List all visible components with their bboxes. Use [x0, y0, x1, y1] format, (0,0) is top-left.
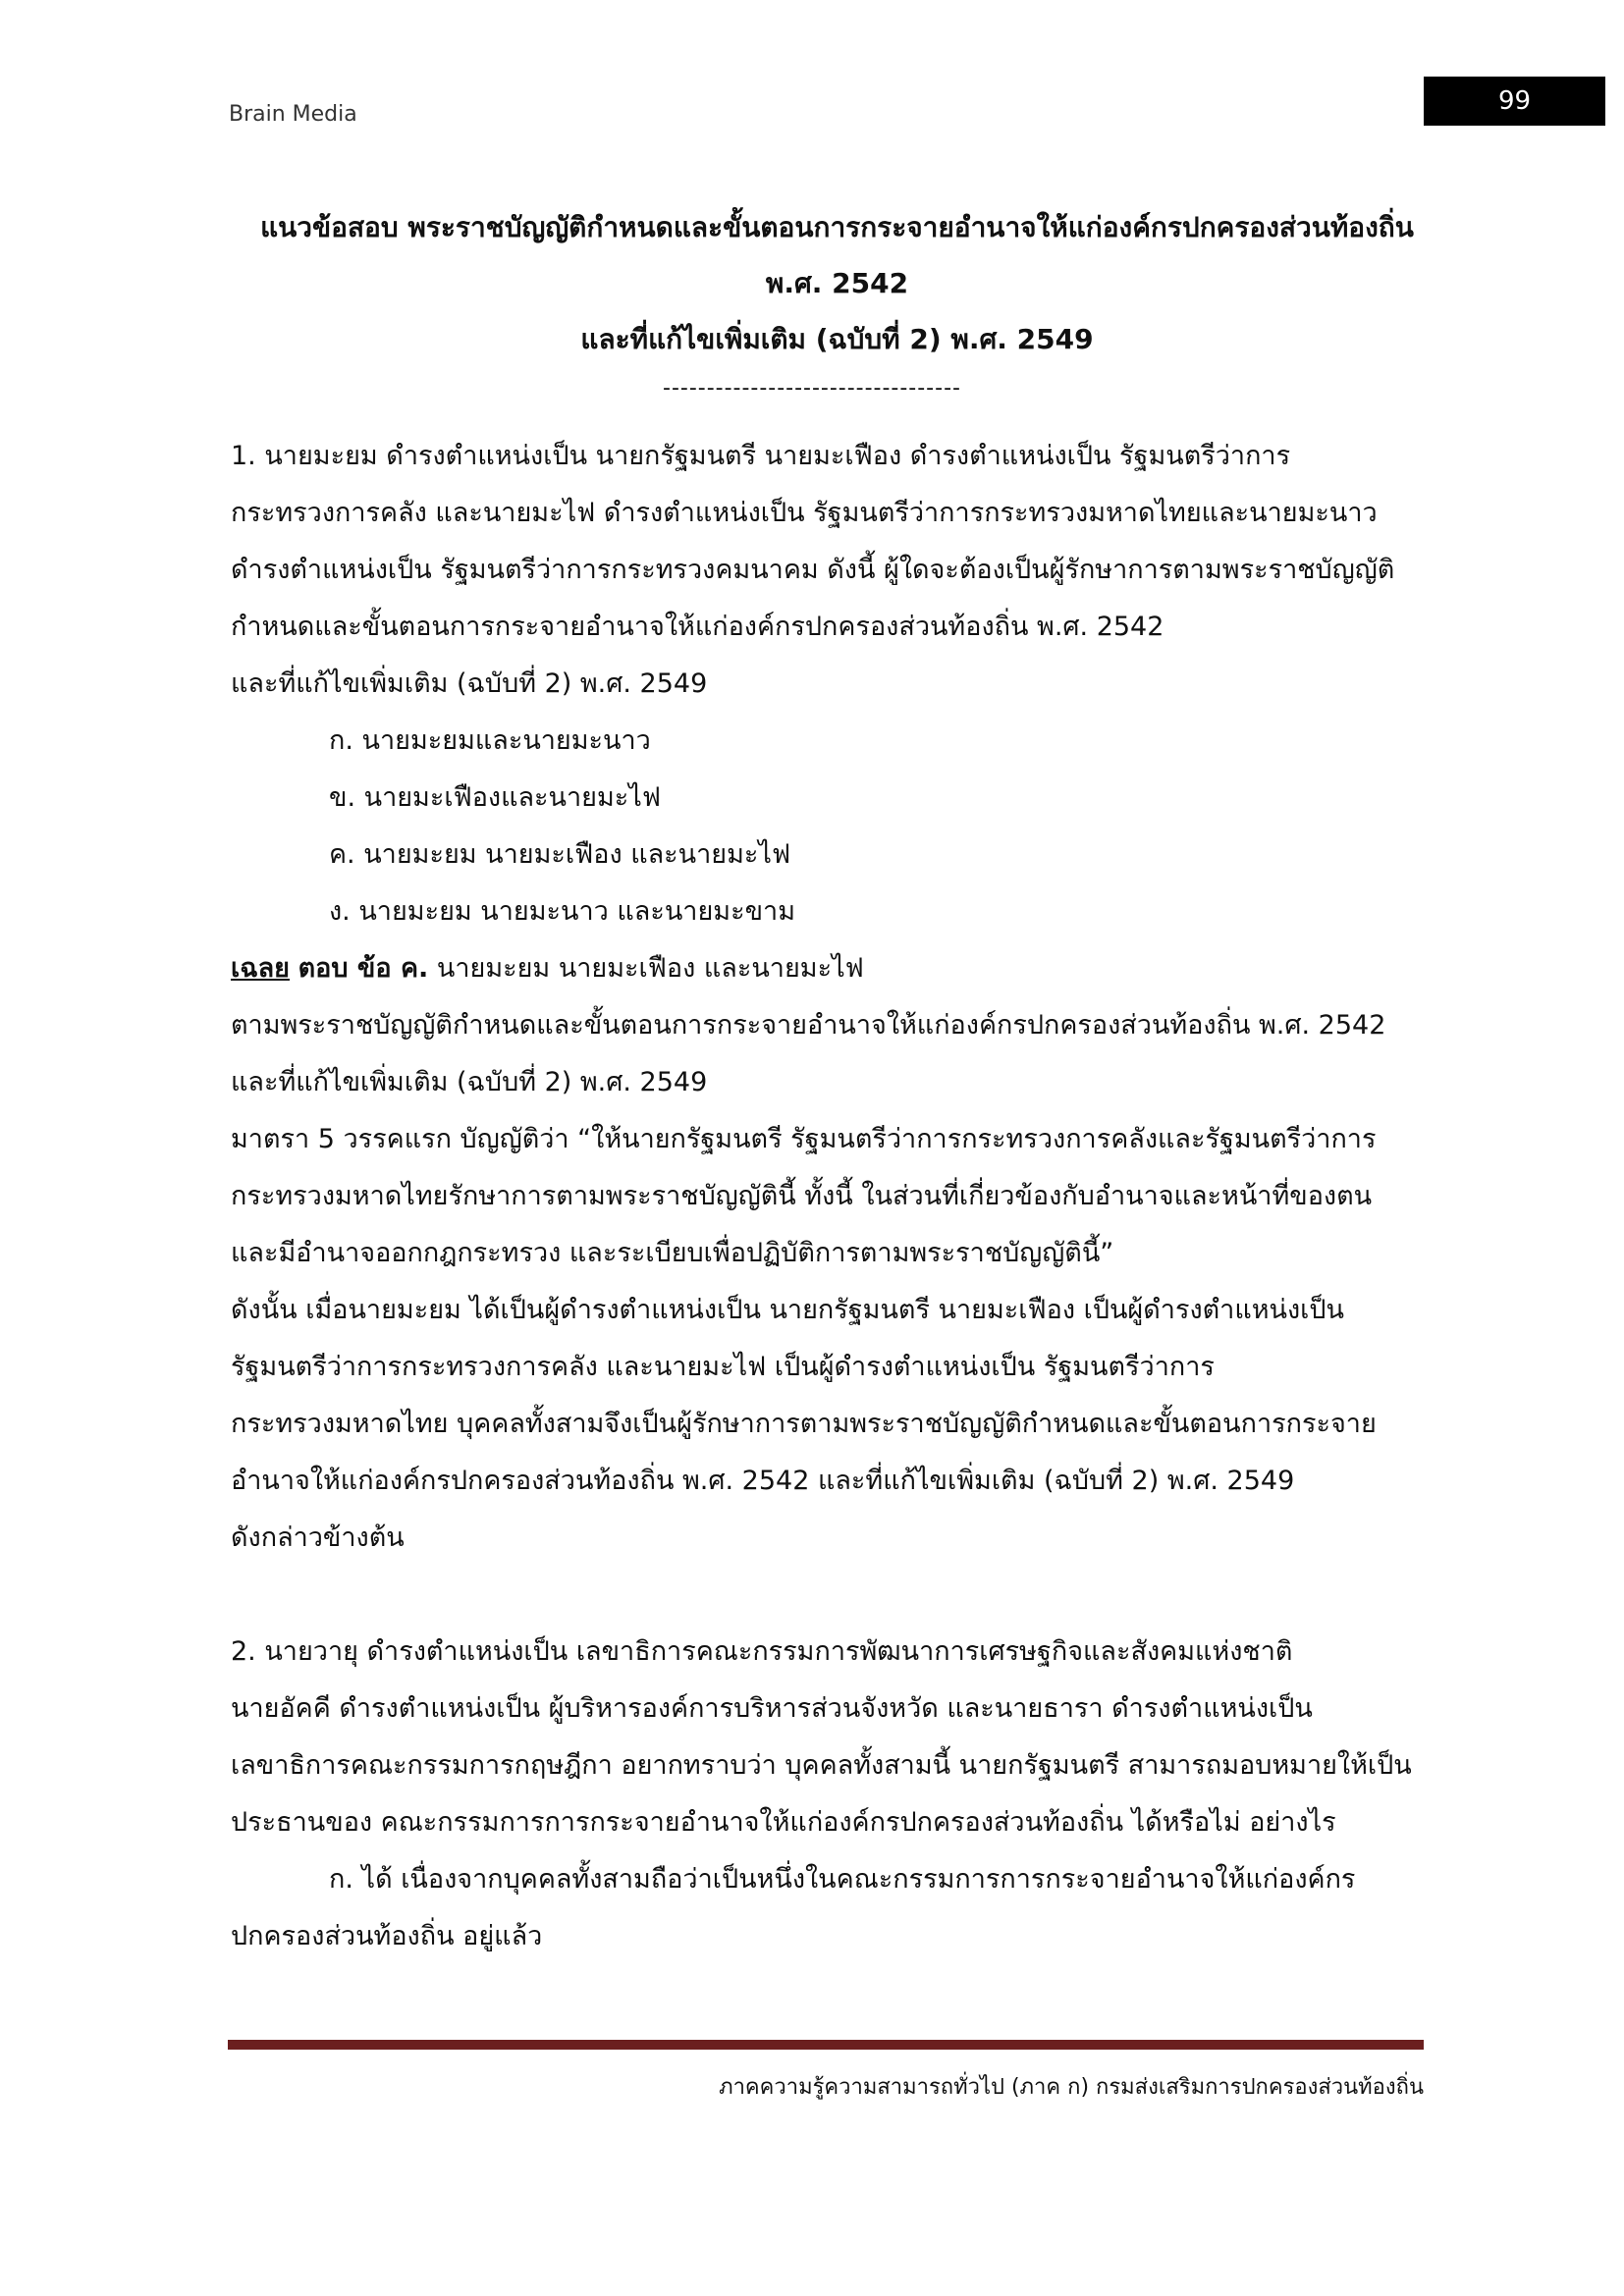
- page-number: 99: [1424, 77, 1605, 126]
- q1-explanation-line: และที่แก้ไขเพิ่มเติม (ฉบับที่ 2) พ.ศ. 2549: [231, 1067, 708, 1097]
- q2-line: 2. นายวายุ ดำรงตำแหน่งเป็น เลขาธิการคณะกรรมการพัฒนาการเศรษฐกิจและสังคมแห่งชาติ: [231, 1636, 1293, 1667]
- q2-line: ประธานของ คณะกรรมการการกระจายอำนาจให้แก่องค์กรปกครองส่วนท้องถิ่น ได้หรือไม่ อย่างไร: [231, 1807, 1336, 1838]
- q1-line: 1. นายมะยม ดำรงตำแหน่งเป็น นายกรัฐมนตรี นายมะเฟือง ดำรงตำแหน่งเป็น รัฐมนตรีว่าการ: [231, 441, 1291, 471]
- q1-explanation-line: ดังนั้น เมื่อนายมะยม ได้เป็นผู้ดำรงตำแหน่งเป็น นายกรัฐมนตรี นายมะเฟือง เป็นผู้ดำรงตำแหน่งเป็น: [231, 1295, 1344, 1325]
- answer-label: เฉลย: [231, 953, 290, 984]
- title-line-2: พ.ศ. 2542: [765, 267, 909, 299]
- q1-explanation-line: ตามพระราชบัญญัติกำหนดและขั้นตอนการกระจายอำนาจให้แก่องค์กรปกครองส่วนท้องถิ่น พ.ศ. 2542: [231, 1010, 1386, 1041]
- q1-option-d: ง. นายมะยม นายมะนาว และนายมะขาม: [329, 896, 795, 927]
- title-line-3: และที่แก้ไขเพิ่มเติม (ฉบับที่ 2) พ.ศ. 2549: [580, 323, 1094, 355]
- q1-answer: [231, 946, 864, 988]
- q1-explanation-line: รัฐมนตรีว่าการกระทรวงการคลัง และนายมะไฟ เป็นผู้ดำรงตำแหน่งเป็น รัฐมนตรีว่าการ: [231, 1352, 1215, 1382]
- q1-explanation-line: กระทรวงมหาดไทย บุคคลทั้งสามจึงเป็นผู้รักษาการตามพระราชบัญญัติกำหนดและขั้นตอนการกระจาย: [231, 1409, 1377, 1439]
- q2-line: เลขาธิการคณะกรรมการกฤษฎีกา อยากทราบว่า บุคคลทั้งสามนี้ นายกรัฐมนตรี สามารถมอบหมายให้เป็น: [231, 1750, 1412, 1781]
- answer-choice: ตอบ ข้อ ค.: [298, 953, 429, 984]
- q1-explanation-line: อำนาจให้แก่องค์กรปกครองส่วนท้องถิ่น พ.ศ. 2542 และที่แก้ไขเพิ่มเติม (ฉบับที่ 2) พ.ศ. 2549: [231, 1466, 1295, 1496]
- title-line-1: แนวข้อสอบ พระราชบัญญัติกำหนดและขั้นตอนการกระจายอำนาจให้แก่องค์กรปกครองส่วนท้องถิ่น: [260, 211, 1414, 243]
- q1-option-c: ค. นายมะยม นายมะเฟือง และนายมะไฟ: [329, 839, 791, 870]
- q1-explanation-line: กระทรวงมหาดไทยรักษาการตามพระราชบัญญัตินี้ ทั้งนี้ ในส่วนที่เกี่ยวข้องกับอำนาจและหน้าที่ของตน: [231, 1181, 1373, 1211]
- q1-explanation-line: และมีอำนาจออกกฎกระทรวง และระเบียบเพื่อปฏิบัติการตามพระราชบัญญัตินี้”: [231, 1238, 1114, 1268]
- q1-line: กระทรวงการคลัง และนายมะไฟ ดำรงตำแหน่งเป็น รัฐมนตรีว่าการกระทรวงมหาดไทยและนายมะนาว: [231, 498, 1378, 528]
- q1-explanation-line: มาตรา 5 วรรคแรก บัญญัติว่า “ให้นายกรัฐมนตรี รัฐมนตรีว่าการกระทรวงการคลังและรัฐมนตรีว่าการ: [231, 1124, 1377, 1154]
- q1-explanation-line: ดังกล่าวข้างต้น: [231, 1522, 405, 1553]
- q2-line: นายอัคคี ดำรงตำแหน่งเป็น ผู้บริหารองค์การบริหารส่วนจังหวัด และนายธารา ดำรงตำแหน่งเป็น: [231, 1693, 1313, 1724]
- q1-line: กำหนดและขั้นตอนการกระจายอำนาจให้แก่องค์กรปกครองส่วนท้องถิ่น พ.ศ. 2542: [231, 612, 1164, 642]
- q1-line: และที่แก้ไขเพิ่มเติม (ฉบับที่ 2) พ.ศ. 2549: [231, 668, 708, 699]
- answer-text: นายมะยม นายมะเฟือง และนายมะไฟ: [436, 953, 864, 984]
- q1-option-b: ข. นายมะเฟืองและนายมะไฟ: [329, 782, 661, 813]
- q2-option-a: ก. ได้ เนื่องจากบุคคลทั้งสามถือว่าเป็นหนึ่งในคณะกรรมการการกระจายอำนาจให้แก่องค์กร: [329, 1864, 1356, 1895]
- q2-option-a-cont: ปกครองส่วนท้องถิ่น อยู่แล้ว: [231, 1921, 543, 1951]
- brand-name: Brain Media: [229, 102, 357, 127]
- q1-line: ดำรงตำแหน่งเป็น รัฐมนตรีว่าการกระทรวงคมนาคม ดังนี้ ผู้ใดจะต้องเป็นผู้รักษาการตามพระราชบัญญัติ: [231, 555, 1395, 585]
- footer-rule: [228, 2040, 1424, 2050]
- title-separator: ----------------------------------: [663, 376, 961, 400]
- footer-text: ภาคความรู้ความสามารถทั่วไป (ภาค ก) กรมส่งเสริมการปกครองส่วนท้องถิ่น: [719, 2075, 1424, 2100]
- q1-option-a: ก. นายมะยมและนายมะนาว: [329, 725, 651, 756]
